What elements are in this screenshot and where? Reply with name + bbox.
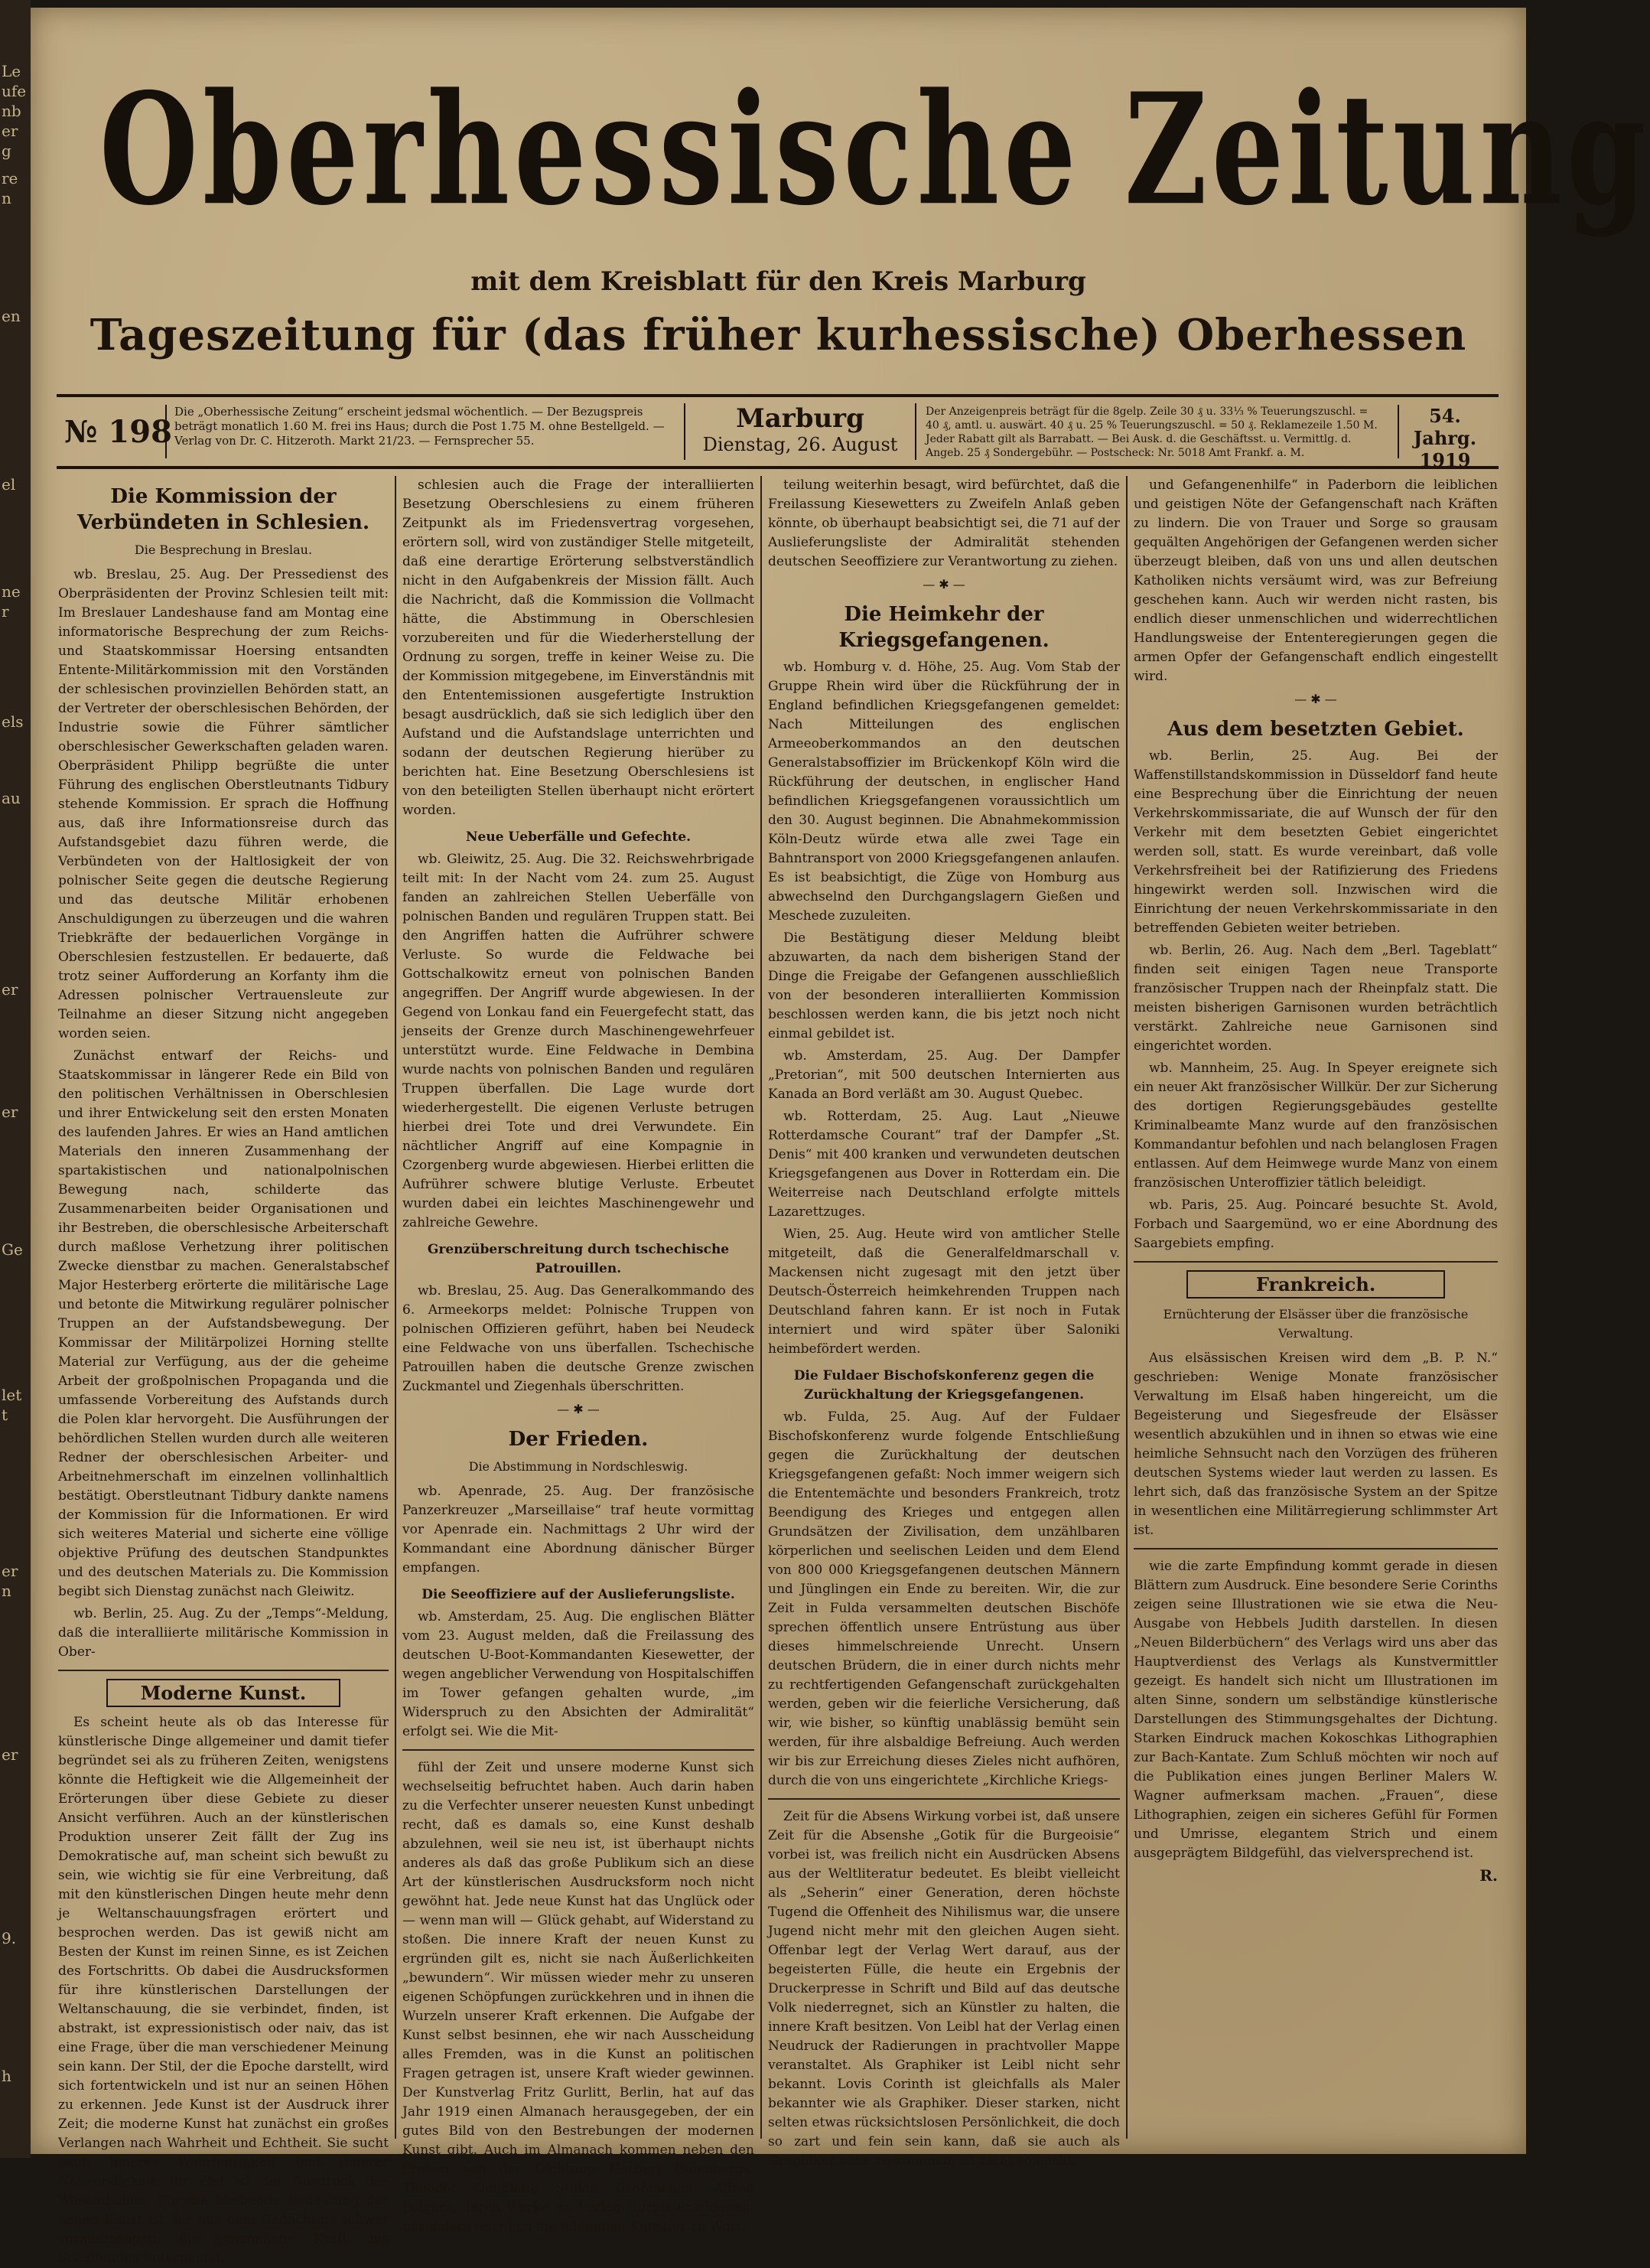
issue-number: № 198: [64, 414, 172, 450]
article-paragraph: Die Bestätigung dieser Meldung bleibt abzuwarten, da nach dem bisherigen Stand der Dinge die Freigabe der Gefangenen ausschließlich von der besonderen interalliierten Kommission beschlossen werden kann, die bis jetzt noch nicht einmal gebildet ist.: [768, 930, 1120, 1041]
article-paragraph: wb. Fulda, 25. Aug. Auf der Fuldaer Bischofskonferenz wurde folgende Entschließung gegen die Zurückhaltung der deutschen Kriegsgefangenen gefaßt: Noch immer weigern sich die Ententemächte und besonders Frankreich, trotz Beendigung des Krieges und entgegen allen Grundsätzen der Zivilisation, dem unzählbaren körperlichen und seelischen Leiden und dem Elend von 800 000 Kriegsgefangenen deutschen Männern und Jünglingen ein Ende zu bereiten. Wir, die zur Zeit in Fulda versammelten deutschen Bischöfe sprechen öffentlich unsere Entrüstung aus über dieses himmelschreiende Unrecht. Unsern deutschen Brüdern, die in einer durch nichts mehr zu rechtfertigenden Gefangenschaft zurückgehalten werden, geben wir die feierliche Versicherung, daß wir, wie bisher, so künftig unablässig bemüht sein werden, für ihre alsbaldige Befreiung. Auch werden wir bis zur Erreichung dieses Zieles nicht aufhören, durch die von uns eingerichtete „Kirchliche Kriegs-: [768, 1409, 1120, 1788]
article-paragraph: wb. Berlin, 26. Aug. Nach dem „Berl. Tageblatt“ finden seit einigen Tagen neue Transporte französischer Truppen nach der Rheinpfalz statt. Die meisten bisherigen Garnisonen wurden beträchtlich verstärkt. Zahlreiche neue Garnisonen sind eingerichtet worden.: [1134, 943, 1498, 1054]
column-3: [768, 476, 1120, 2169]
divider: [1134, 1261, 1498, 1263]
article-paragraph: fühl der Zeit und unsere moderne Kunst sich wechselseitig befruchtet haben. Auch darin haben zu die Verfechter unserer neuesten Kunst unbedingt recht, daß es damals so, eine Kunst deshalb abzulehnen, weil sie neu ist, ist überhaupt nichts anderes als daß das große Publikum sich an diese Art der künstlerischen Ausdrucksform noch nicht gewöhnt hat. Jede neue Kunst hat das Unglück oder — wenn man will — Glück gehabt, auf Widerstand zu stoßen. Die innere Kraft der neuen Kunst zu ergründen gilt es, nicht sie nach Äußerlichkeiten „bewundern“. Wir müssen wieder mehr zu unseren eigenen Schöpfungen zurückkehren und in ihnen die Wurzeln unserer Kraft erkennen. Die Aufgabe der Kunst selbst besinnen, ehe wir nach Ausscheidung alles Fremden, was in die Kunst an politischen Fragen getragen ist, unsere Kraft wieder gewinnen. Der Kunstverlag Fritz Gurlitt, Berlin, hat auf das Jahr 1919 einen Almanach herausgegeben, der ein gutes Bild von den Bestrebungen der modernen Kunst gibt. Auch im Almanach kommen neben den Proben von der Dichtung Herbert Eulenbergs, Theodor Däublers, Stefan Großmanns, Alfred Polgars, deren Werke im Verlag Gurlitt erschienen, besonders reichlich die bildenden Künstler zu Wort.: [402, 1760, 754, 2234]
article-subheadline: Ernüchterung der Elsässer über die französische Verwaltung.: [1163, 1307, 1469, 1341]
column-rule: [760, 476, 762, 2139]
separator-star: — ✱ —: [923, 577, 965, 591]
article-paragraph: Es scheint heute als ob das Interesse für künstlerische Dinge allgemeiner und damit tiefer begründet sei als zu früheren Zeiten, wenigstens könnte die Heftigkeit wie die Allgemeinheit der Erörterungen über diese Gebiete zu dieser Ansicht verführen. Auch an der künstlerischen Produktion unserer Zeit fällt der Zug ins Demokratische auf, man scheint sich bewußt zu sein, wie wichtig sie für eine Verbreitung, daß mit den künstlerischen Dingen heute mehr denn je Weltanschauungsfragen erörtert und besprochen werden. Das ist gewiß nicht am Besten der Kunst im reinen Sinne, es ist Zeichen des Fortschritts. Ob dabei die Ausdrucksformen für ihre künstlerischen Darstellungen der Weltanschauung, die sie verbindet, finden, ist abstrakt, ist expressionistisch oder naiv, das ist eine Frage, über die man verschiedener Meinung sein kann. Der Stil, der die Epoche darstellt, wird sich fortentwickeln und ist nur an seinen Höhen zu erkennen. Jede Kunst ist der Ausdruck ihrer Zeit; die moderne Kunst hat zunächst ein großes Verlangen nach Wahrheit und Echtheit. Sie sucht nach innerer Wahrhaftigkeit und innerer Notwendigkeit, ihr Ziel ist der Ausdruck des Wesentlichen. Für die bleibende Bedeutung der neuen Kunst ist das aus dem Gedächtnis schwer vorauszusagen; die persönliche Kraft des Schaffenden entscheidet.: [58, 1715, 389, 2266]
strip-line: el: [2, 475, 16, 494]
city: Marburg: [736, 403, 864, 434]
newspaper-page: [31, 8, 1650, 2266]
article-paragraph: Zeit für die Absens Wirkung vorbei ist, daß unsere Zeit für die Absenshe „Gotik für die Burgeoisie“ vorbei ist, was freilich nicht ein Ausdrücken Absens aus der Weltliteratur bedeutet. Es bleibt vielleicht als „Seherin“ einer Generation, deren höchste Tugend die Offenheit des Nihilismus war, die unsere Jugend nicht mehr mit den gleichen Augen sieht. Offenbar legt der Verlag Wert darauf, aus der begeisterten Fülle, die heute ein Ergebnis der Druckerpresse in Schrift und Bild auf das deutsche Volk niederregnet, sich an Künstler zu halten, die innere Kraft besitzen. Von Leibl hat der Verlag einen Neudruck der Radierungen in prachtvoller Mappe veranstaltet. Als Graphiker ist Leibl nicht sehr bekannt. Lovis Corinth ist gleichfalls als Maler bekannter wie als Graphiker. Dieser starken, nicht selten etwas rücksichtslosen Persönlichkeit, die doch so zart und fein sein kann, daß sie auch als Graphiker nahe zu kommen, ist nicht so leicht.: [768, 1809, 1120, 2169]
column-rule: [395, 476, 396, 2139]
article-subheadline: Die Besprechung in Breslau.: [134, 543, 313, 557]
article-paragraph: Wien, 25. Aug. Heute wird von amtlicher Stelle mitgeteilt, daß die Generalfeldmarschall v. Mackensen nicht zugesagt mit den jetzt über Deutsch-Österreich heimkehrenden Truppen nach Deutschland fahren kann. Er ist noch in Futak interniert und wird später über Saloniki heimbefördert werden.: [768, 1227, 1120, 1357]
author-signature: R.: [1479, 1866, 1498, 1885]
strip-line: er: [2, 1103, 18, 1121]
column-rule: [1126, 476, 1128, 2139]
advertising-rates: Der Anzeigenpreis beträgt für die 8gelp. Zeile 30 ₰ u. 33⅓ % Teuerungszuschl. = 40 ₰, amtl. u. auswärt. 40 ₰ u. 25 % Teuerungszuschl. = 50 ₰. Reklamezeile 1.50 M. Jeder Rabatt gilt als Barrabatt. — Bei Ausk. d. die Geschäftsst. u. Vermittlg. d. Angeb. 25 ₰ Sondergebühr. — Postscheck: Nr. 5018 Amt Frankf. a. M.: [926, 406, 1378, 459]
article-paragraph: wb. Amsterdam, 25. Aug. Der Dampfer „Pretorian“, mit 500 deutschen Internierten aus Kanada an Bord verläßt am 30. August Quebec.: [768, 1048, 1120, 1102]
year: 1919: [1419, 449, 1471, 471]
tagline: Tageszeitung für (das früher kurhessische) Oberhessen: [89, 310, 1467, 360]
strip-line: 9.: [2, 1929, 17, 1947]
article-subheadline: Die Abstimmung in Nordschleswig.: [468, 1459, 688, 1474]
strip-line: els: [2, 712, 24, 731]
section-headline: Frankreich.: [1186, 1270, 1444, 1299]
article-paragraph: wb. Rotterdam, 25. Aug. Laut „Nieuwe Rotterdamsche Courant“ traf der Dampfer „St. Denis“ mit 400 kranken und verwundeten deutschen Kriegsgefangenen aus Dover in Rotterdam ein. Die Weiterreise nach Deutschland erfolgte mittels Lazarettzuges.: [768, 1109, 1120, 1220]
separator-star: — ✱ —: [1294, 692, 1337, 706]
strip-line: en: [2, 307, 21, 325]
strip-line: er: [2, 1745, 18, 1764]
divider: [58, 1670, 389, 1671]
article-paragraph: Aus elsässischen Kreisen wird dem „B. P. N.“ geschrieben: Wenige Monate französischer Verwaltung im Elsaß haben hingereicht, um die Begeisterung und Siegesfreude der Elsässer wesentlich abzukühlen und in ihnen so etwas wie eine heimliche Sehnsucht nach den Vorzügen des früheren deutschen Systems wieder laut werden zu lassen. Es lehrt sich, daß das französische System an der Spitze in wesentlichen eine Militärregierung schlimmster Art ist.: [1134, 1351, 1498, 1538]
feuilleton-headline: Moderne Kunst.: [106, 1679, 340, 1707]
article-paragraph: wb. Breslau, 25. Aug. Der Pressedienst des Oberpräsidenten der Provinz Schlesien teilt mit: Im Breslauer Landeshause fand am Montag eine informatorische Besprechung der zum Reichs- und Staatskommissar Hoersing entsandten Ententе-Militärkommission mit den Vorständen der schlesischen provinziellen Behörden statt, an der Vertreter der oberschlesischen Behörden, der Industrie sowie die Führer sämtlicher oberschlesischer Gewerkschaften geladen waren. Oberpräsident Philipp begrüßte die unter Führung des englischen Oberstleutnants Tidbury stehende Kommission. Er sprach die Hoffnung aus, daß ihre Informationsreise durch das Aufstandsgebiet dazu führen werde, die Verbündeten von der Haltlosigkeit der von polnischer Seite gegen die deutsche Regierung und das deutsche Militär erhobenen Anschuldigungen zu überzeugen und die wahren Triebkräfte der bedauerlichen Vorgänge in Oberschlesien festzustellen. Er bedauerte, daß trotz seiner Aufforderung an Korfanty ihm die Adressen polnischer Vertrauensleute zur Teilnahme an dieser Sitzung nicht angegeben worden seien.: [58, 567, 389, 1041]
article-paragraph: wb. Mannheim, 25. Aug. In Speyer ereignete sich ein neuer Akt französischer Willkür. Der zur Sicherung des dortigen Regierungsgebäudes gestellte Kriminalbeamte Manz wurde auf den französischen Kommandantur befohlen und nach belanglosen Fragen entlassen. Auf dem Heimwege wurde Manz von einem französischen Unteroffizier tätlich beleidigt.: [1134, 1061, 1498, 1191]
column-4: [1134, 476, 1498, 2139]
article-paragraph: wb. Homburg v. d. Höhe, 25. Aug. Vom Stab der Gruppe Rhein wird über die Rückführung der in England befindlichen Kriegsgefangenen gemeldet: Nach Mitteilungen des englischen Armeeoberkommandos an den deutschen Generalstabsoffizier im Brückenkopf Köln wird die Rückführung der deutschen, in englischer Hand befindlichen Kriegsgefangenen voraussichtlich um den 30. August beginnen. Die Abnahmekommission Köln-Deutz würde etwa alle zwei Tage ein Bahntransport von 2000 Kriegsgefangenen anlaufen. Es ist beabsichtigt, die Züge von Homburg aus abwechselnd den Durchgangslagern Gießen und Meschede zuzuleiten.: [768, 660, 1120, 924]
strip-line: Leufenberg: [2, 62, 27, 160]
article-paragraph: wb. Gleiwitz, 25. Aug. Die 32. Reichswehrbrigade teilt mit: In der Nacht vom 24. zum 25. August fanden an zahlreichen Stellen Ueberfälle von polnischen Banden und regulären Truppen statt. Bei den Angriffen hatten die Aufrührer schwere Verluste. So wurde die Feldwache bei Gottschalkowitz erneut von polnischen Banden angegriffen. Der Angriff wurde abgewiesen. In der Gegend von Lonkau fand ein Feuergefecht statt, das jenseits der Grenze durch Maschinengewehrfeuer unterstützt wurde. Eine Feldwache in Dembina wurde nachts von polnischen Banden und regulären Truppen überfallen. Die Lage wurde dort wiederhergestellt. Die eigenen Verluste betrugen hierbei drei Tote und drei Verwundete. Ein nächtlicher Angriff auf eine Kompagnie in Czorgenberg wurde abgewiesen. Hierbei erlitten die Aufrührer schwere blutige Verluste. Erbeutet wurden dabei ein leichtes Maschinengewehr und zahlreiche Gewehre.: [402, 852, 754, 1230]
place-date: [684, 403, 916, 460]
article-paragraph: teilung weiterhin besagt, wird befürchtet, daß die Freilassung Kiesewetters zu Zweifeln Anlaß geben könnte, ob überhaupt beabsichtigt sei, die 71 auf der Auslieferungsliste der Admiralität stehenden deutschen Seeoffiziere zur Verantwortung zu ziehen.: [768, 477, 1120, 569]
volume-label: 54. Jahrg.: [1413, 405, 1477, 449]
subscription-info: Die „Oberhessische Zeitung“ erscheint jedsmal wöchentlich. — Der Bezugspreis beträgt monatlich 1.60 M. frei ins Haus; durch die Post 1.75 M. ohne Bestellgeld. — Verlag von Dr. C. Hitzeroth. Markt 21/23. — Fernsprecher 55.: [165, 405, 672, 458]
article-paragraph: wb. Berlin, 25. Aug. Zu der „Temps“-Meldung, daß die interalliierte militärische Kommission in Ober-: [58, 1606, 389, 1660]
article-paragraph: wie die zarte Empfindung kommt gerade in diesen Blättern zum Ausdruck. Eine besondere Serie Corinths zeigen seine Illustrationen wie sie etwa die Neu-Ausgabe von Hebbels Judith darstellen. In diesen „Neuen Bilderbüchern“ des Verlags wird uns aber das Hauptverdienst des Verlags als Kunstvermittler gezeigt. Es handelt sich nicht um Illustrationen im alten Sinne, sondern um selbständige künstlerische Darstellungen des Stimmungsgehaltes der Dichtung. Starken Eindruck machen Kokoschkas Lithographien zur Bach-Kantate. Zum Schluß möchten wir noch auf die Publikation eines jungen Berliner Malers W. Wagner aufmerksam machen. „Frauen“, diese Lithographien, zeigen ein sicheres Gefühl für Formen und Umrisse, elegantem Strich und einem ausgeprägtem Bildgefühl, das vielversprechend ist.: [1134, 1559, 1498, 1861]
article-headline: Aus dem besetzten Gebiet.: [1167, 718, 1464, 741]
divider: [402, 1749, 754, 1751]
article-paragraph: wb. Paris, 25. Aug. Poincaré besuchte St. Avold, Forbach und Saargemünd, wo er eine Abordnung des Saargebiets empfing.: [1134, 1198, 1498, 1251]
strip-line: Ge: [2, 1240, 23, 1259]
separator-star: — ✱ —: [557, 1402, 600, 1416]
section-subheading: Die Seeoffiziere auf der Auslieferungsliste.: [421, 1587, 735, 1602]
article-headline: Der Frieden.: [508, 1428, 649, 1451]
column-1: [58, 476, 389, 2266]
supplement-line: mit dem Kreisblatt für den Kreis Marburg: [470, 266, 1086, 297]
article-paragraph: Zunächst entwarf der Reichs- und Staatskommissar in längerer Rede ein Bild von den politischen Verhältnissen in Oberschlesien und ihrer Entwickelung seit den ersten Monaten des laufenden Jahres. Er wies an Hand amtlichen Materials den inneren Zusammenhang der spartakistischen und nationalpolnischen Bewegung nach, schilderte das Zusammenarbeiten beider Organisationen und ihr Bestreben, die oberschlesische Arbeiterschaft durch maßlose Verhetzung ihrer politischen Zwecke dienstbar zu machen. Generalstabschef Major Hesterberg erörterte die militärische Lage und betonte die Mitwirkung regulärer polnischer Truppen an der Aufstandsbewegung. Der Kommissar der Militärpolizei Horning stellte Material zur Verfügung, aus der die geheime Arbeit der großpolnischen Propaganda und die umfassende Vorbereitung des Aufstands durch die Polen klar hervorgeht. Die Ausführungen der behördlichen Stellen wurden durch alle weiteren Redner der oberschlesischen Arbeiter- und Arbeitnehmerschaft im einzelnen vollinhaltlich bestätigt. Oberstleutnant Tidbury dankte namens der Kommission für die Informationen. Er wird sich weiteres Material und sicherte eine völlige objektive Prüfung des deutschen Standpunktes und des deutschen Materials zu. Die Kommission begibt sich Dienstag zunächst nach Gleiwitz.: [58, 1048, 389, 1599]
article-paragraph: wb. Breslau, 25. Aug. Das Generalkommando des 6. Armeekorps meldet: Polnische Truppen von polnischen Offizieren geführt, haben bei Neudeck eine Feldwache von uns überfallen. Tschechische Patrouillen haben die deutsche Grenze zwischen Zuckmantel und Ziegenhals überschritten.: [402, 1283, 754, 1394]
article-paragraph: wb. Amsterdam, 25. Aug. Die englischen Blätter vom 23. August melden, daß die Freilassung des deutschen U-Boot-Kommandanten Kiesewetter, der wegen angeblicher Verwendung von Hospitalschiffen im Tower gefangen gehalten wurde, „im Widerspruch zu den Absichten der Admiralität“ erfolgt sei. Wie die Mit-: [402, 1609, 754, 1739]
article-headline: Die Kommission der Verbündeten in Schlesien.: [76, 485, 369, 534]
divider: [768, 1798, 1120, 1800]
left-margin-strip: [0, 0, 31, 2158]
strip-line: ern: [2, 1562, 18, 1600]
column-2: [402, 476, 754, 2234]
article-paragraph: wb. Apenrade, 25. Aug. Der französische Panzerkreuzer „Marseillaise“ traf heute vormittag vor Apenrade ein. Nachmittags 2 Uhr wird der Kommandant eine Abordnung dänischer Bürger empfangen.: [402, 1484, 754, 1576]
strip-line: au: [2, 789, 21, 807]
strip-line: lett: [2, 1386, 22, 1424]
issue-date: Dienstag, 26. August: [702, 434, 898, 455]
article-paragraph: und Gefangenenhilfe“ in Paderborn die leiblichen und geistigen Nöte der Gefangenschaft nach Kräften zu lindern. Die von Trauer und Sorge so grausam gequälten Angehörigen der Gefangenen werden sicher überzeugt bleiben, daß von uns und allen deutschen Katholiken nichts versäumt wird, was zur Befreiung geschehen kann. Auch wir werden nicht rasten, bis endlich dieser unmenschlichen und widerrechtlichen Handlungsweise der Ententeregierungen gegen die armen Opfer der Gefangenschaft endlich eingestellt wird.: [1134, 477, 1498, 684]
newspaper-title: Oberhessische Zeitung: [99, 59, 1650, 240]
divider: [1134, 1548, 1498, 1549]
strip-line: h: [2, 2067, 11, 2085]
section-subheading: Grenzüberschreitung durch tschechische Patrouillen.: [427, 1242, 730, 1276]
section-subheading: Neue Ueberfälle und Gefechte.: [465, 829, 691, 845]
strip-line: ner: [2, 582, 21, 621]
volume-year: [1398, 405, 1491, 471]
strip-line: ren: [2, 169, 18, 207]
section-subheading: Die Fuldaer Bischofskonferenz gegen die Zurückhaltung der Kriegsgefangenen.: [793, 1368, 1095, 1403]
article-paragraph: schlesien auch die Frage der interalliierten Besetzung Oberschlesiens zu einem früheren Zeitpunkt als im Friedensvertrag vorgesehen, erörtern soll, wird von zuständiger Stelle mitgeteilt, daß eine derartige Erörterung selbstverständlich nicht in den Aufgabenkreis der Mission fällt. Auch die Nachricht, daß die Kommission die Vollmacht hätte, die Abstimmung in Oberschlesien vorzubereiten und für die Wiederherstellung der Ordnung zu sorgen, treffe in keiner Weise zu. Die der Kommission mitgegebene, im Einverständnis mit den Ententemissionen ausgefertigte Instruktion besagt ausdrücklich, daß sie sich lediglich über den Aufstand und die Aufstandslage unterrichten und sodann der deutschen Regierung hierüber zu berichten hat. Eine Besetzung Oberschlesiens ist von den beteiligten Stellen überhaupt nicht erörtert worden.: [402, 477, 754, 818]
strip-line: er: [2, 980, 18, 999]
article-paragraph: wb. Berlin, 25. Aug. Bei der Waffenstillstandskommission in Düsseldorf fand heute eine Besprechung über die Einrichtung der neuen Verkehrskommissariate, die auf Wunsch der für den Verkehr mit dem besetzten Gebiet eingerichtet werden soll, statt. Es wurde vereinbart, daß volle Verkehrsfreiheit bei der Ratifizierung des Friedens hingewirkt werden soll. Inzwischen wird die Einrichtung der neuen Verkehrskommissariate in den betreffenden Gebieten weiter betrieben.: [1134, 748, 1498, 936]
issue-info-bar: [57, 394, 1499, 469]
article-headline: Die Heimkehr der Kriegsgefangenen.: [838, 603, 1050, 652]
